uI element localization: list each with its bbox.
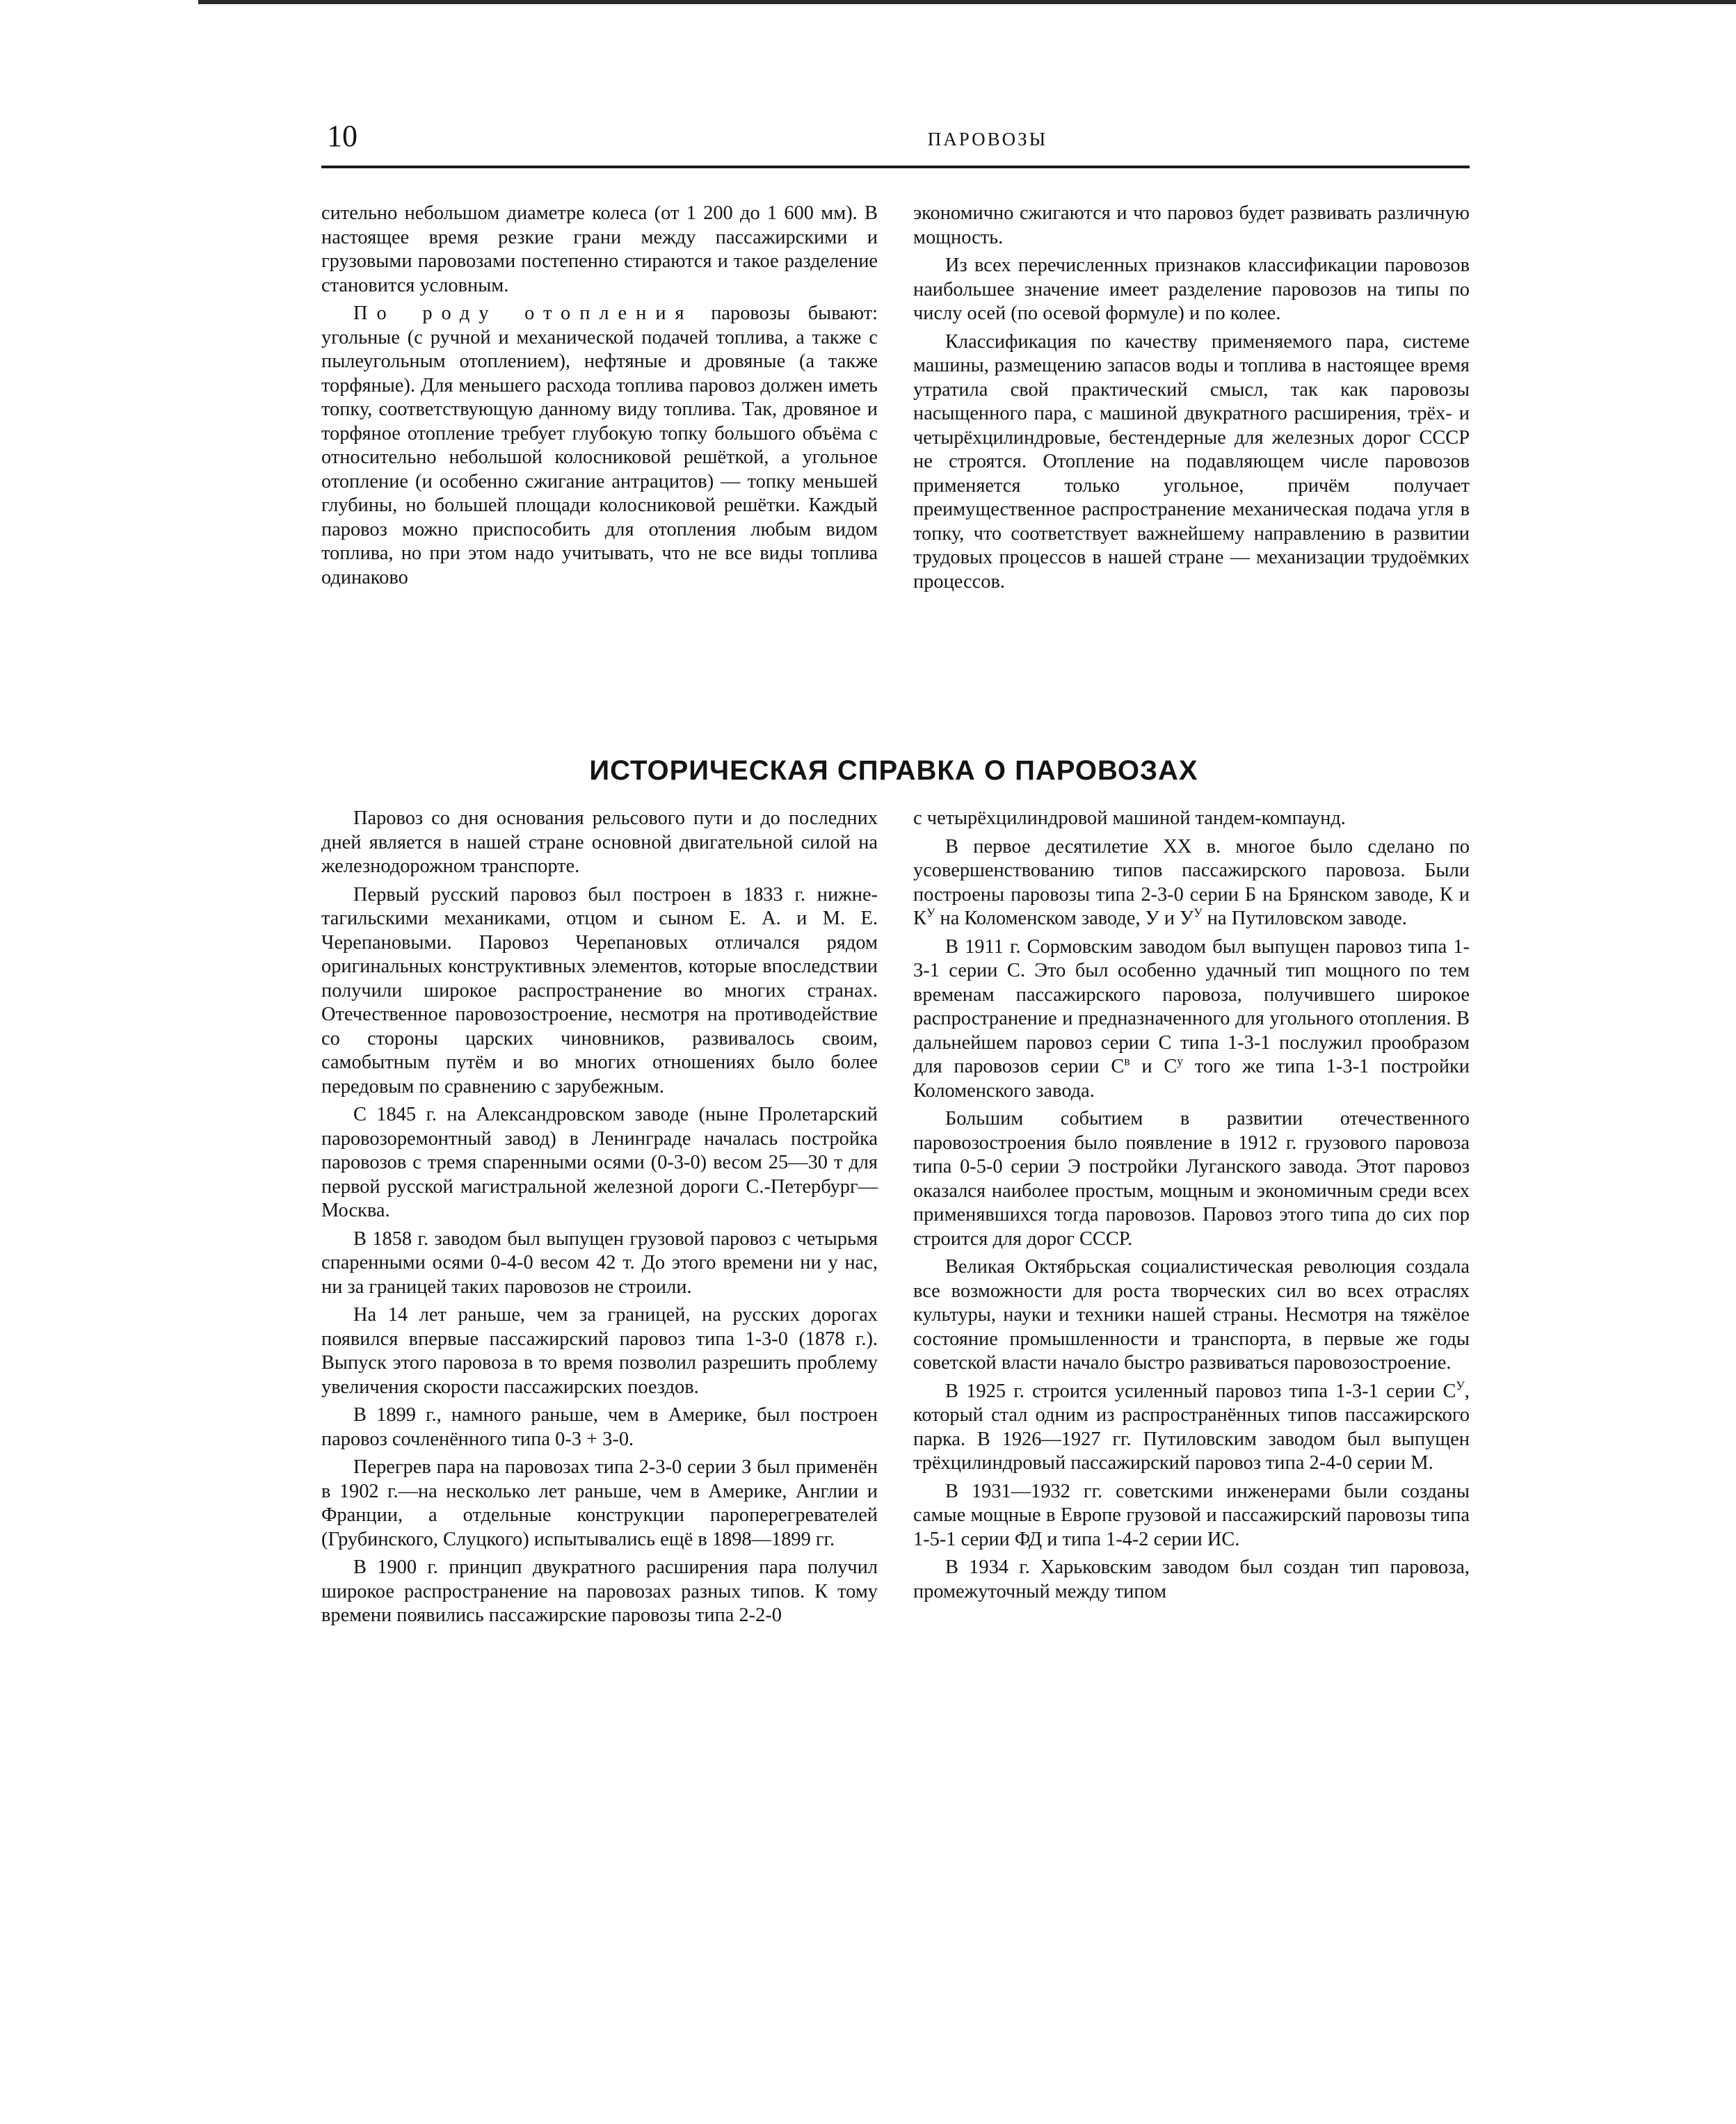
top-right-column [913,202,1470,594]
paragraph: Паровоз со дня основания рельсового пути и до последних дней является в нашей стране основной двигательной силой на железнодорожном транспорте. [321,807,878,877]
history-right-column [913,807,1470,1604]
running-title: ПАРОВОЗЫ [927,129,1048,150]
paragraph: В 1900 г. принцип двукратного расширения пара получил широкое распространение на паровозах разных типов. К тому времени появились пассажирские паровозы типа 2-2-0 [321,1556,878,1626]
superscript: У [926,906,935,920]
superscript: в [1124,1054,1130,1068]
superscript: у [1177,1054,1184,1068]
paragraph: Великая Октябрьская социалистическая революция создала все возможности для роста творческих сил во всех отраслях культуры, науки и техники нашей страны. Несмотря на тяжёлое состояние промышленности и транспорта, в первые же годы советской власти начало быстро развиваться паровозостроение. [913,1256,1470,1374]
paragraph: В 1931—1932 гг. советскими инженерами были созданы самые мощные в Европе грузовой и пассажирский паровозы типа 1-5-1 серии ФД и типа 1-4-2 серии ИС. [913,1480,1470,1550]
paragraph: Классификация по качеству применяемого пара, системе машины, размещению запасов воды и топлива в настоящее время утратила свой практический смысл, так как паровозы насыщенного пара, с машиной двукратного расширения, трёх- и четырёхцилиндровые, бестендерные для железных дорог СССР не строятся. Отопление на подавляющем числе паровозов применяется только угольное, причём получает преимущественное распространение механическая подача угля в топку, что соответствует важнейшему направлению в развитии трудовых процессов в нашей стране — механизации трудоёмких процессов. [913,330,1470,593]
page-top-rule [198,0,1736,4]
paragraph: В 1934 г. Харьковским заводом был создан тип паровоза, промежуточный между типом [913,1556,1470,1602]
paragraph: На 14 лет раньше, чем за границей, на русских дорогах появился впервые пассажирский паровоз типа 1-3-0 (1878 г.). Выпуск этого паровоза в то время позволил разрешить проблему увеличения скорости пассажирских поездов. [321,1304,878,1398]
header-rule [321,166,1470,168]
history-left-column [321,807,878,1628]
paragraph: С 1845 г. на Александровском заводе (ныне Пролетарский паровозоремонтный завод) в Ленинграде началась постройка паровозов с тремя спаренными осями (0-3-0) весом 25—30 т для первой русской магистральной железной дороги С.-Петербург—Москва. [321,1104,878,1221]
paragraph: сительно небольшом диаметре колеса (от 1 200 до 1 600 мм). В настоящее время резкие грани между пассажирскими и грузовыми паровозами постепенно стираются и такое разделение становится условным. [321,202,878,296]
spaced-emphasis: По роду отопления [353,303,693,324]
paragraph: По роду отопления паровозы бывают: угольные (с ручной и механической подачей топлива, а также с пылеугольным отоплением), нефтяные и дровяные (а также торфяные). Для меньшего расхода топлива паровоз должен иметь топку, соответствующую данному виду топлива. Так, дровяное и торфяное отопление требует глубокую топку большого объёма с относительно небольшой колосниковой решёткой, а угольное отопление (и особенно сжигание антрацитов) — топку меньшей глубины, но большей площади колосниковой решётки. Каждый паровоз можно приспособить для отопления любым видом топлива, но при этом надо учитывать, что не все виды топлива одинаково [321,303,878,588]
paragraph: с четырёхцилиндровой машиной тандем-компаунд. [913,807,1346,829]
paragraph: В 1911 г. Сормовским заводом был выпущен паровоз типа 1-3-1 серии С. Это был особенно удачный тип мощного по тем временам пассажирского паровоза, получившего широкое распространение и предназначенного для угольного отопления. В дальнейшем паровоз серии С типа 1-3-1 послужил прообразом для паровозов серии $С^в$ и $С^у$ того же типа 1-3-1 постройки Коломенского завода. [913,935,1470,1102]
superscript: У [1456,1378,1465,1393]
paragraph: экономично сжигаются и что паровоз будет развивать различную мощность. [913,202,1470,248]
paragraph: Перегрев пара на паровозах типа 2-3-0 серии З был применён в 1902 г.—на несколько лет раньше, чем в Америке, Англии и Франции, а отдельные конструкции пароперегревателей (Грубинского, Слуцкого) испытывались ещё в 1898—1899 гг. [321,1456,878,1550]
page-number: 10 [327,119,357,153]
superscript: У [1194,906,1203,920]
paragraph: В 1899 г., намного раньше, чем в Америке, был построен паровоз сочленённого типа 0-3 + 3-0. [321,1404,878,1450]
paragraph: Из всех перечисленных признаков классификации паровозов наибольшее значение имеет разделение паровозов на типы по числу осей (по осевой формуле) и по колее. [913,255,1470,324]
section-heading: ИСТОРИЧЕСКАЯ СПРАВКА О ПАРОВОЗАХ [589,755,1198,786]
top-left-column [321,202,878,590]
paragraph: Большим событием в развитии отечественного паровозостроения было появление в 1912 г. грузового паровоза типа 0-5-0 серии Э постройки Луганского завода. Этот паровоз оказался наиболее простым, мощным и экономичным среди всех применявшихся тогда паровозов. Паровоз этого типа до сих пор строится для дорог СССР. [913,1108,1470,1250]
paragraph: Первый русский паровоз был построен в 1833 г. нижне-тагильскими механиками, отцом и сыном Е. А. и М. Е. Черепановыми. Паровоз Черепановых отличался рядом оригинальных конструктивных элементов, которые впоследствии получили широкое распространение во многих странах. Отечественное паровозостроение, несмотря на противодействие со стороны царских чиновников, развивалось своим, самобытным путём и во многих отношениях было более передовым по сравнению с зарубежным. [321,883,878,1097]
paragraph: В 1925 г. строится усиленный паровоз типа 1-3-1 серии $С^У$, который стал одним из распространённых типов пассажирского парка. В 1926—1927 гг. Путиловским заводом был выпущен трёхцилиндровый пассажирский паровоз типа 2-4-0 серии М. [913,1378,1470,1474]
paragraph: В 1858 г. заводом был выпущен грузовой паровоз с четырьмя спаренными осями 0-4-0 весом 42 т. До этого времени ни у нас, ни за границей таких паровозов не строили. [321,1228,878,1298]
paragraph: В первое десятилетие XX в. многое было сделано по усовершенствованию типов пассажирского паровоза. Были построены паровозы типа 2-3-0 серии Б на Брянском заводе, К и $К^У$ на Коломенском заводе, У и $У^У$ на Путиловском заводе. [913,835,1470,929]
